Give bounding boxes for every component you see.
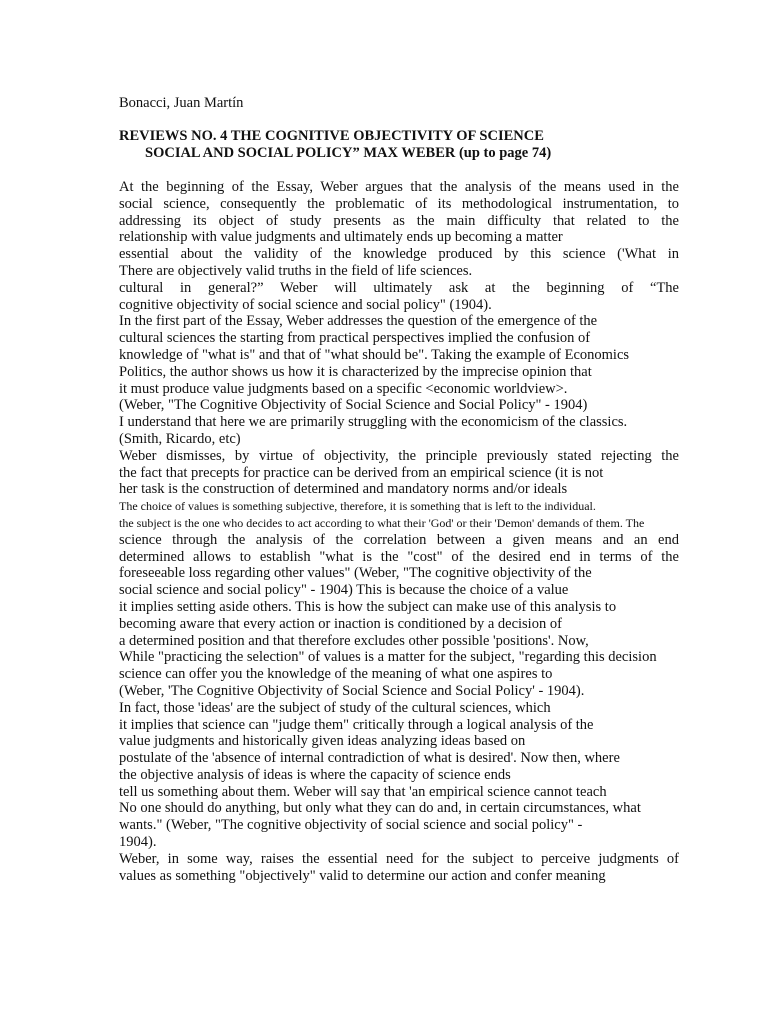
text-line: In fact, those 'ideas' are the subject of study of the cultural sciences, which <box>119 699 551 716</box>
text-line: While "practicing the selection" of values is a matter for the subject, "regarding this decision <box>119 649 657 666</box>
text-line: postulate of the 'absence of internal contradiction of what is desired'. Now then, where <box>119 750 620 767</box>
text-line: (Smith, Ricardo, etc) <box>119 430 241 447</box>
text-line: it implies setting aside others. This is how the subject can make use of this analysis to <box>119 598 617 615</box>
text-line: No one should do anything, but only what they can do and, in certain circumstances, what <box>119 800 641 817</box>
text-line: the fact that precepts for practice can be derived from an empirical science (it is not <box>119 464 604 481</box>
text-line: cultural sciences the starting from practical perspectives implied the confusion of <box>119 330 591 347</box>
body-text <box>119 179 679 884</box>
text-line: a determined position and that therefore excludes other possible 'positions'. Now, <box>119 632 589 649</box>
author-name: Bonacci, Juan Martín <box>119 95 244 111</box>
text-line: the objective analysis of ideas is where the capacity of science ends <box>119 766 511 783</box>
text-line: relationship with value judgments and ultimately ends up becoming a matter <box>119 229 563 246</box>
text-line: (Weber, 'The Cognitive Objectivity of Social Science and Social Policy' - 1904). <box>119 682 585 699</box>
text-line: social science and social policy" - 1904) This is because the choice of a value <box>119 582 569 599</box>
text-line: cognitive objectivity of social science and social policy" (1904). <box>119 296 492 313</box>
text-line: Politics, the author shows us how it is characterized by the imprecise opinion that <box>119 363 592 380</box>
text-line: cultural in general?” Weber will ultimately ask at the beginning of “The <box>119 279 679 296</box>
text-line: determined allows to establish "what is the "cost" of the desired end in terms of the <box>119 548 679 565</box>
text-line: values as something "objectively" valid to determine our action and confer meaning <box>119 867 606 884</box>
text-line: science can offer you the knowledge of the meaning of what one aspires to <box>119 666 553 683</box>
title-line-2: SOCIAL AND SOCIAL POLICY” MAX WEBER (up to page 74) <box>145 145 552 161</box>
text-line: (Weber, "The Cognitive Objectivity of Social Science and Social Policy" - 1904) <box>119 397 588 414</box>
text-line: knowledge of "what is" and that of "what should be". Taking the example of Economics <box>119 346 630 363</box>
text-line: addressing its object of study presents as the main difficulty that related to the <box>119 212 679 229</box>
text-line: Weber dismisses, by virtue of objectivity, the principle previously stated rejecting the <box>119 447 679 464</box>
text-line: There are objectively valid truths in the field of life sciences. <box>119 262 473 279</box>
text-line: it must produce value judgments based on a specific <economic worldview>. <box>119 380 568 397</box>
text-line: value judgments and historically given ideas analyzing ideas based on <box>119 733 526 750</box>
text-line: 1904). <box>119 834 157 851</box>
text-line: it implies that science can "judge them" critically through a logical analysis of the <box>119 716 594 733</box>
text-line: In the first part of the Essay, Weber addresses the question of the emergence of the <box>119 313 598 330</box>
text-line: The choice of values is something subjective, therefore, it is something that is left to the individual. <box>119 499 596 514</box>
text-line: foreseeable loss regarding other values" (Weber, "The cognitive objectivity of the <box>119 565 592 582</box>
text-line: I understand that here we are primarily struggling with the economicism of the classics. <box>119 414 628 431</box>
text-line: At the beginning of the Essay, Weber argues that the analysis of the means used in the <box>119 179 679 195</box>
text-line: tell us something about them. Weber will say that 'an empirical science cannot teach <box>119 783 607 800</box>
text-line: becoming aware that every action or inaction is conditioned by a decision of <box>119 615 562 632</box>
text-line: the subject is the one who decides to act according to what their 'God' or their 'Demon' demands of them. The <box>119 515 645 530</box>
text-line: her task is the construction of determined and mandatory norms and/or ideals <box>119 481 568 498</box>
text-line: science through the analysis of the correlation between a given means and an end <box>119 531 679 548</box>
title-line-1: REVIEWS NO. 4 THE COGNITIVE OBJECTIVITY OF SCIENCE <box>119 128 544 144</box>
text-line: Weber, in some way, raises the essential need for the subject to perceive judgments of <box>119 850 679 867</box>
text-line: essential about the validity of the knowledge produced by this science ('What in <box>119 246 679 263</box>
text-line: wants." (Weber, "The cognitive objectivity of social science and social policy" - <box>119 817 583 834</box>
text-line: social science, consequently the problematic of its methodological instrumentation, to <box>119 195 679 212</box>
document-title <box>119 128 551 162</box>
